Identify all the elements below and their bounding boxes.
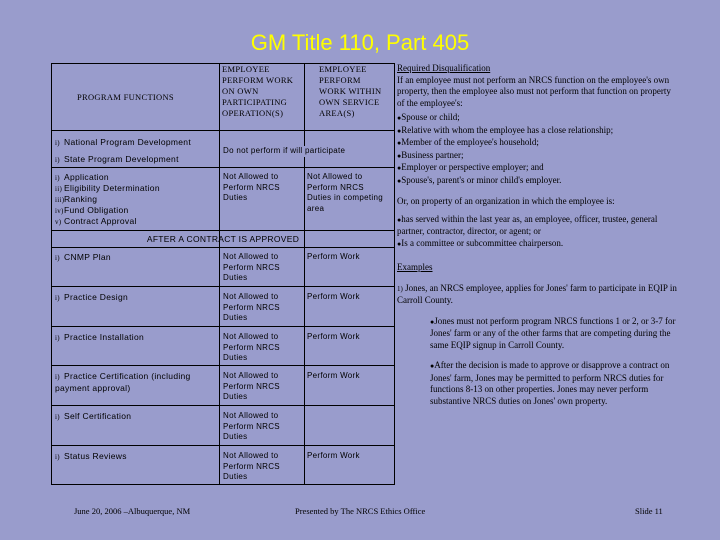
list-item: ●Member of the employee's household;	[397, 137, 539, 147]
disqualification-panel	[397, 63, 679, 407]
footer-presenter: Presented by The NRCS Ethics Office	[295, 506, 426, 516]
list-item: ●Spouse or child;	[397, 112, 460, 122]
function-item: i) Application	[55, 172, 109, 182]
table-row: i) Status Reviews	[55, 451, 127, 461]
bullet-icon: ●	[397, 164, 402, 172]
after-contract-label: AFTER A CONTRACT IS APPROVED	[146, 234, 300, 244]
row-divider	[52, 405, 394, 406]
row-divider	[52, 167, 394, 168]
row-divider	[52, 130, 394, 131]
function-item: iv)Fund Obligation	[55, 205, 129, 215]
header-service-area: EMPLOYEE PERFORM WORK WITHIN OWN SERVICE AREA(S)	[319, 64, 382, 118]
column-divider	[304, 64, 305, 484]
program-functions-table	[51, 63, 395, 485]
organization-list	[397, 214, 679, 251]
group2-own-cell: Not Allowed to Perform NRCS Duties	[223, 172, 280, 202]
function-item: i) State Program Development	[55, 154, 179, 164]
bullet-icon: ●	[397, 126, 402, 135]
row-other-cell: Perform Work	[307, 292, 360, 301]
or-text: Or, on property of an organization in which the employee is:	[397, 196, 615, 206]
row-other-cell: Perform Work	[307, 371, 360, 380]
bullet-icon: ●	[397, 176, 402, 185]
disqualification-intro: If an employee must not perform an NRCS function on the employee's own property, then the employee also must not perform that function on property of the employee's:	[397, 74, 671, 108]
row-own-cell: Not Allowed to Perform NRCS Duties	[223, 371, 280, 401]
bullet-icon: ●	[397, 139, 402, 147]
example-sub-2: ●After the decision is made to approve or disapprove a contract on Jones' farm, Jones may be permitted to perform NRCS duties for functions 8-13 on other properties. Jones may never perform substantive NRCS duties on Jones' own property.	[430, 360, 670, 406]
bullet-icon: ●	[397, 215, 402, 224]
row-own-cell: Not Allowed to Perform NRCS Duties	[223, 252, 280, 282]
list-item: ●Business partner;	[397, 149, 464, 160]
group2-other-cell: Not Allowed to Perform NRCS Duties in competing area	[307, 172, 383, 213]
bullet-icon: ●	[430, 362, 435, 370]
list-item: ●Relative with whom the employee has a close relationship;	[397, 124, 614, 135]
row-divider	[52, 230, 394, 231]
example-1: 1) Jones, an NRCS employee, applies for Jones' farm to participate in EQIP in Carroll County.	[397, 282, 677, 305]
list-item: ●has served within the last year as, an employee, officer, trustee, general partner, contractor, director, or agent; or	[397, 213, 658, 236]
slide-title: GM Title 110, Part 405	[250, 30, 470, 55]
function-item: ii) Eligibility Determination	[55, 183, 160, 193]
example-sub-1: ●Jones must not perform program NRCS functions 1 or 2, or 3-7 for Jones' farm or any of the other farms that are competing during the same EQIP signup in Carroll County.	[430, 315, 676, 350]
bullet-icon: ●	[397, 239, 402, 248]
list-item: ●Employer or perspective employer; and	[397, 162, 544, 172]
row-divider	[52, 247, 394, 248]
bullet-icon: ●	[430, 317, 435, 326]
table-row: i) Practice Installation	[55, 332, 145, 342]
table-row: i) Practice Certification (including payment approval)	[55, 371, 191, 393]
function-item: v) Contract Approval	[55, 216, 137, 226]
header-program-functions: PROGRAM FUNCTIONS	[77, 92, 174, 102]
footer-date-location: June 20, 2006 –Albuquerque, NM	[74, 506, 191, 516]
examples-heading: Examples	[397, 262, 433, 272]
disqualification-heading: Required Disqualification	[397, 63, 491, 73]
bullet-icon: ●	[397, 151, 402, 160]
footer-slide-number: Slide 11	[635, 506, 663, 516]
function-item: iii)Ranking	[55, 194, 98, 204]
row-divider	[52, 286, 394, 287]
table-row: i) Self Certification	[55, 411, 132, 421]
row-divider	[52, 365, 394, 366]
row-own-cell: Not Allowed to Perform NRCS Duties	[223, 292, 280, 322]
list-item: ●Spouse's, parent's or minor child's employer.	[397, 174, 562, 185]
relations-list	[397, 112, 679, 187]
bullet-icon: ●	[397, 114, 402, 122]
function-item: i) National Program Development	[55, 137, 191, 147]
group1-note: Do not perform if will participate	[223, 146, 388, 157]
column-divider	[219, 64, 220, 484]
row-own-cell: Not Allowed to Perform NRCS Duties	[223, 411, 280, 441]
row-other-cell: Perform Work	[307, 451, 360, 460]
header-own-operation: EMPLOYEE PERFORM WORK ON OWN PARTICIPATING OPERATION(S)	[222, 64, 294, 118]
row-own-cell: Not Allowed to Perform NRCS Duties	[223, 451, 280, 481]
row-own-cell: Not Allowed to Perform NRCS Duties	[223, 332, 280, 362]
row-divider	[52, 445, 394, 446]
row-divider	[52, 326, 394, 327]
table-row: i) CNMP Plan	[55, 252, 111, 262]
table-row: i) Practice Design	[55, 292, 129, 302]
row-other-cell: Perform Work	[307, 252, 360, 261]
row-other-cell: Perform Work	[307, 332, 360, 341]
list-item: ●Is a committee or subcommittee chairperson.	[397, 237, 564, 248]
